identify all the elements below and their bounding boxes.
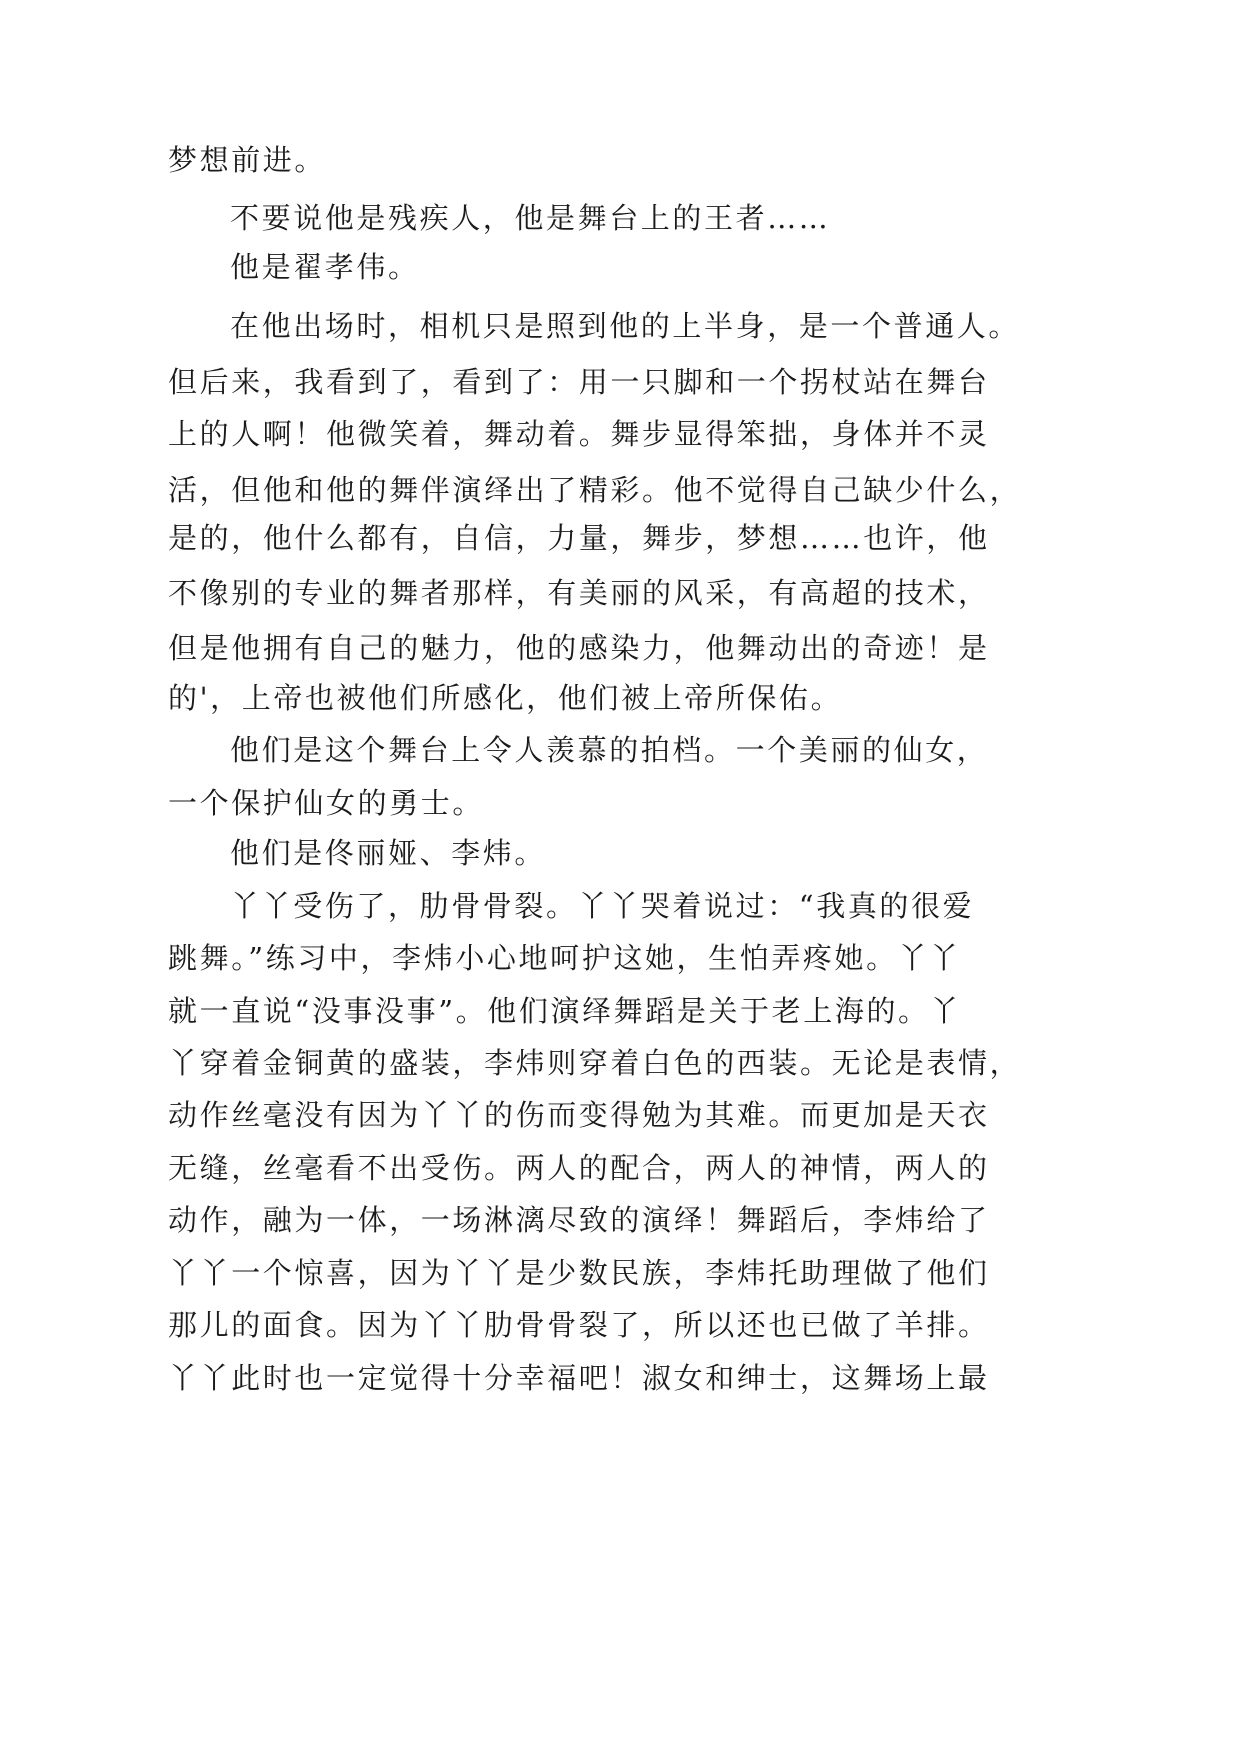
text-line: 上的人啊！他微笑着，舞动着。舞步显得笨拙，身体并不灵: [168, 417, 990, 451]
text-line: 梦想前进。: [168, 143, 327, 177]
text-line: 丫丫受伤了，肋骨骨裂。丫丫哭着说过：“我真的很爱: [230, 889, 975, 923]
text-line: 不要说他是残疾人，他是舞台上的王者……: [230, 201, 831, 235]
text-line: 动作丝毫没有因为丫丫的伤而变得勉为其难。而更加是天衣: [168, 1098, 990, 1132]
text-line: 他是翟孝伟。: [230, 250, 420, 284]
text-line: 活，但他和他的舞伴演绎出了精彩。他不觉得自己缺少什么，: [168, 473, 1022, 507]
text-line: 但是他拥有自己的魅力，他的感染力，他舞动出的奇迹！是: [168, 631, 990, 665]
text-line: 跳舞。”练习中，李炜小心地呵护这她，生怕弄疼她。丫丫: [168, 941, 961, 975]
text-line: 但后来，我看到了，看到了：用一只脚和一个拐杖站在舞台: [168, 365, 990, 399]
text-line: 是的，他什么都有，自信，力量，舞步，梦想……也许，他: [168, 521, 990, 555]
text-line: 的'，上帝也被他们所感化，他们被上帝所保佑。: [168, 681, 843, 715]
text-line: 他们是佟丽娅、李炜。: [230, 836, 547, 870]
text-line: 他们是这个舞台上令人羡慕的拍档。一个美丽的仙女，: [230, 733, 989, 767]
text-line: 一个保护仙女的勇士。: [168, 786, 485, 820]
text-line: 在他出场时，相机只是照到他的上半身，是一个普通人。: [230, 309, 1021, 343]
text-line: 就一直说“没事没事”。他们演绎舞蹈是关于老上海的。丫: [168, 994, 962, 1028]
text-line: 丫丫一个惊喜，因为丫丫是少数民族，李炜托助理做了他们: [168, 1256, 990, 1290]
text-line: 丫丫此时也一定觉得十分幸福吧！淑女和绅士，这舞场上最: [168, 1361, 990, 1395]
text-line: 无缝，丝毫看不出受伤。两人的配合，两人的神情，两人的: [168, 1151, 990, 1185]
text-line: 不像别的专业的舞者那样，有美丽的风采，有高超的技术，: [168, 576, 990, 610]
text-line: 那儿的面食。因为丫丫肋骨骨裂了，所以还也已做了羊排。: [168, 1308, 990, 1342]
text-line: 丫穿着金铜黄的盛装，李炜则穿着白色的西装。无论是表情，: [168, 1046, 1022, 1080]
text-line: 动作，融为一体，一场淋漓尽致的演绎！舞蹈后，李炜给了: [168, 1203, 990, 1237]
